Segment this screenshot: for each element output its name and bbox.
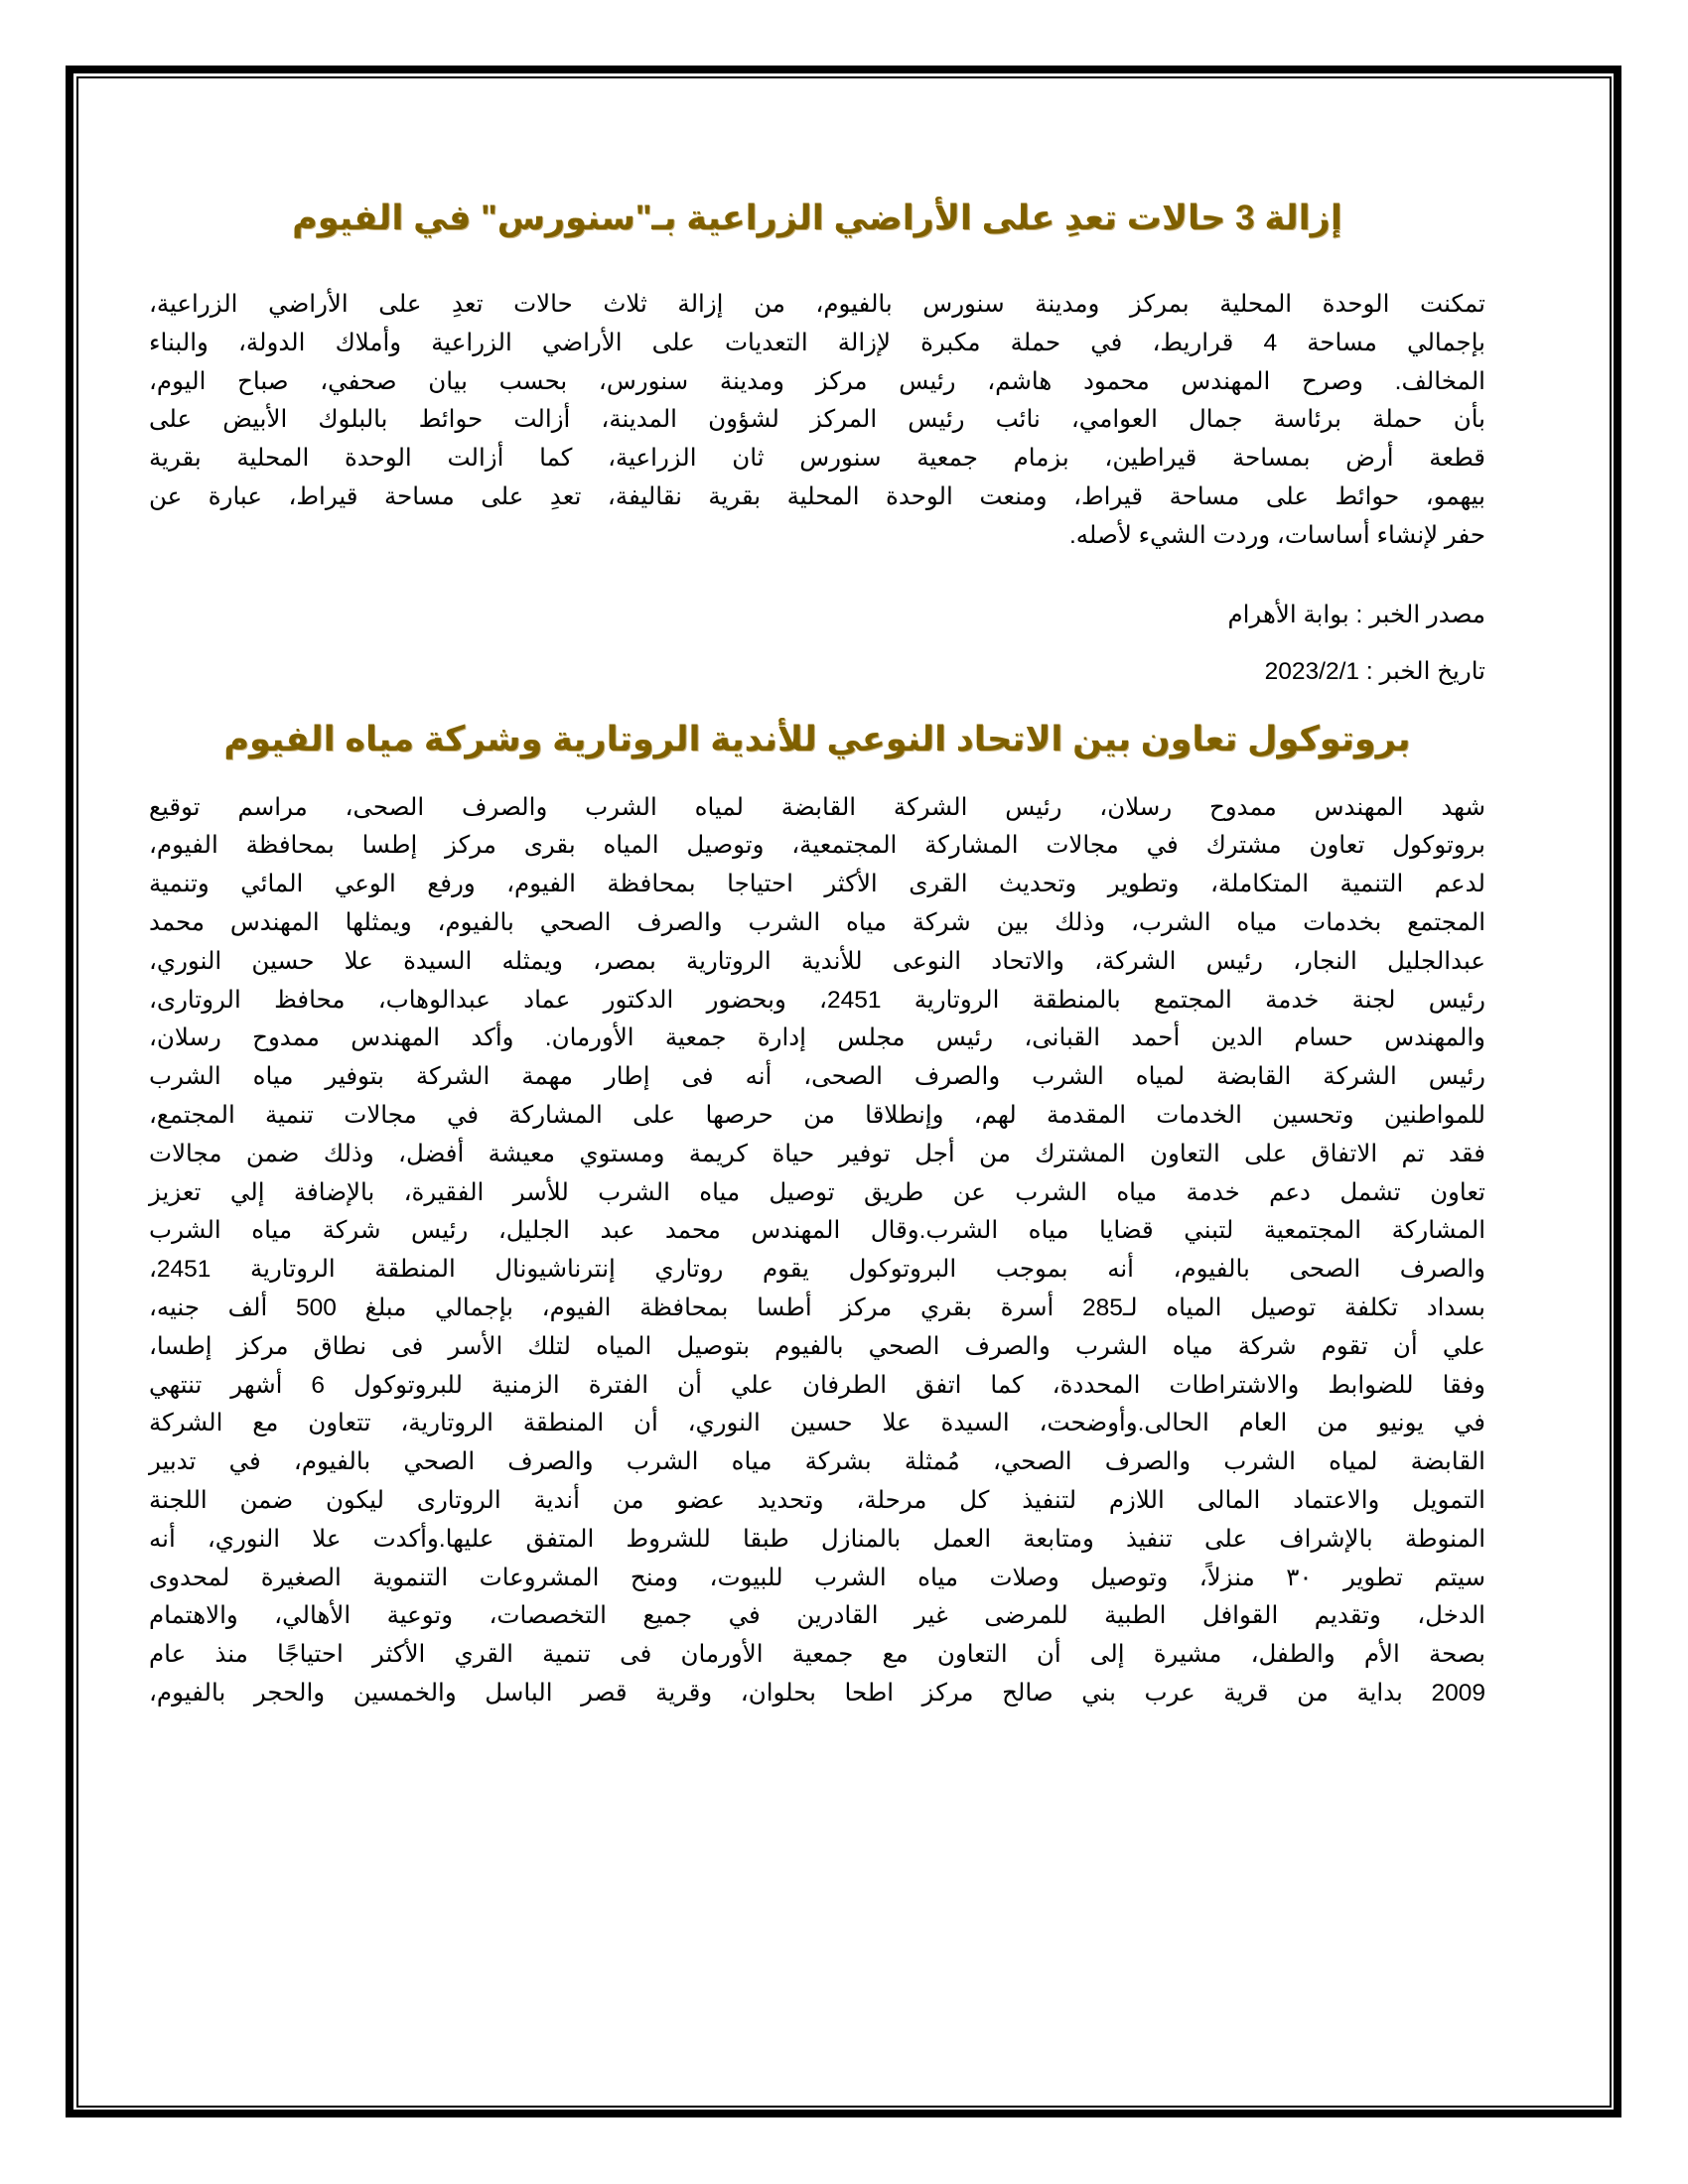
article-2-line: سيتم تطوير ٣٠ منزلاً، وتوصيل وصلات مياه الشرب للبيوت، ومنح المشروعات التنموية الصغيرة لمحدوى — [149, 1564, 1485, 1591]
article-1-line: حفر لإنشاء أساسات، وردت الشيء لأصله. — [1068, 521, 1485, 549]
article-1-line: تمكنت الوحدة المحلية بمركز ومدينة سنورس بالفيوم، من إزالة ثلاث حالات تعدِ على الأراضي الزراعية، — [149, 291, 1485, 318]
news-source-value: بوابة الأهرام — [1227, 601, 1349, 628]
article-2-line: في يونيو من العام الحالى.وأوضحت، السيدة علا حسين النوري، أن المنطقة الروتارية، تتعاون مع الشركة — [149, 1410, 1485, 1437]
article-1-line: قطعة أرض بمساحة قيراطين، بزمام جمعية سنورس ثان الزراعية، كما أزالت الوحدة المحلية بقرية — [149, 445, 1485, 473]
article-2-line: والمهندس حسام الدين أحمد القبانى، رئيس مجلس إدارة جمعية الأورمان. وأكد المهندس ممدوح رسلان، — [149, 1024, 1485, 1052]
article-2-line: شهد المهندس ممدوح رسلان، رئيس الشركة القابضة لمياه الشرب والصرف الصحى، مراسم توقيع — [149, 793, 1485, 821]
article-2-line: لدعم التنمية المتكاملة، وتطوير وتحديث القرى الأكثر احتياجا بمحافظة الفيوم، ورفع الوعي المائي وتنمية — [149, 871, 1485, 898]
article-2-line: تعاون تشمل دعم خدمة مياه الشرب عن طريق توصيل مياه الشرب للأسر الفقيرة، بالإضافة إلي تعزيز — [149, 1178, 1485, 1206]
article-2-line: فقد تم الاتفاق على التعاون المشترك من أجل توفير حياة كريمة ومستوي معيشة أفضل، وذلك ضمن مجالات — [149, 1140, 1485, 1167]
article-2-line: رئيس الشركة القابضة لمياه الشرب والصرف الصحى، أنه فى إطار مهمة الشركة بتوفير مياه الشرب — [149, 1063, 1485, 1091]
article-2-line: علي أن تقوم شركة مياه الشرب والصرف الصحي بالفيوم بتوصيل المياه لتلك الأسر فى نطاق مركز إطسا، — [149, 1332, 1485, 1360]
document-page — [149, 189, 1485, 1713]
article-1-title: إزالة 3 حالات تعدِ على الأراضي الزراعية بـ"سنورس" في الفيوم — [292, 199, 1342, 237]
article-2-line: وفقا للضوابط والاشتراطات المحددة، كما اتفق الطرفان علي أن الفترة الزمنية للبروتوكول 6 أشهر تنتهي — [149, 1371, 1485, 1399]
article-2-line: عبدالجليل النجار، رئيس الشركة، والاتحاد النوعى للأندية الروتارية بمصر، ويمثله السيدة علا حسين النوري، — [149, 947, 1485, 975]
article-2-line: المنوطة بالإشراف على تنفيذ ومتابعة العمل بالمنازل طبقا للشروط المتفق عليها.وأكدت علا النوري، أنه — [149, 1525, 1485, 1553]
article-1-line: بيهمو، حوائط على مساحة قيراط، ومنعت الوحدة المحلية بقرية نقاليفة، تعدِ على مساحة قيراط، عبارة عن — [149, 482, 1485, 510]
article-2-line: بصحة الأم والطفل، مشيرة إلى أن التعاون مع جمعية الأورمان فى تنمية القري الأكثر احتياجًا منذ عام — [149, 1641, 1485, 1669]
article-2-body — [149, 789, 1485, 1713]
article-2-line: للمواطنين وتحسين الخدمات المقدمة لهم، وإنطلاقا من حرصها على المشاركة في مجالات تنمية المجتمع، — [149, 1101, 1485, 1129]
article-2-line: الدخل، وتقديم القوافل الطبية للمرضى غير القادرين في جميع التخصصات، وتوعية الأهالي، والاهتمام — [149, 1602, 1485, 1630]
article-1-line: بأن حملة برئاسة جمال العوامي، نائب رئيس المركز لشؤون المدينة، أزالت حوائط بالبلوك الأبيض على — [149, 406, 1485, 434]
news-date — [149, 652, 1485, 692]
article-2-line: رئيس لجنة خدمة المجتمع بالمنطقة الروتارية 2451، وبحضور الدكتور عماد عبدالوهاب، محافظ الروتارى، — [149, 986, 1485, 1014]
article-2-title: بروتوكول تعاون بين الاتحاد النوعي للأندية الروتارية وشركة مياه الفيوم — [223, 719, 1411, 758]
article-2-line: بسداد تكلفة توصيل المياه لـ285 أسرة بقري مركز أطسا بمحافظة الفيوم، بإجمالي مبلغ 500 ألف جنيه، — [149, 1294, 1485, 1321]
article-1-line: بإجمالي مساحة 4 قراريط، في حملة مكبرة لإزالة التعديات على الأراضي الزراعية وأملاك الدولة، والبناء — [149, 329, 1485, 356]
article-1-body — [149, 286, 1485, 556]
article-2-line: المجتمع بخدمات مياه الشرب، وذلك بين شركة مياه الشرب والصرف الصحي بالفيوم، ويمثلها المهندس محمد — [149, 908, 1485, 936]
news-source-label: مصدر الخبر : — [1355, 601, 1485, 628]
article-1-line: المخالف. وصرح المهندس محمود هاشم، رئيس مركز ومدينة سنورس، بحسب بيان صحفي، صباح اليوم، — [149, 367, 1485, 395]
article-2-line: والصرف الصحى بالفيوم، أنه بموجب البروتوكول يقوم روتاري إنترناشيونال المنطقة الروتارية 2451، — [149, 1256, 1485, 1284]
news-source — [149, 596, 1485, 635]
news-date-value: 2023/2/1 — [1264, 657, 1360, 685]
article-2-line: القابضة لمياه الشرب والصرف الصحي، مُمثلة بشركة مياه الشرب والصرف الصحي بالفيوم، في تدبير — [149, 1448, 1485, 1476]
article-2-line: المشاركة المجتمعية لتبني قضايا مياه الشرب.وقال المهندس محمد عبد الجليل، رئيس شركة مياه الشرب — [149, 1217, 1485, 1245]
article-2-line: بروتوكول تعاون مشترك في مجالات المشاركة المجتمعية، وتوصيل المياه بقرى مركز إطسا بمحافظة الفيوم، — [149, 832, 1485, 860]
article-2-line: التمويل والاعتماد المالى اللازم لتنفيذ كل مرحلة، وتحديد عضو من أندية الروتارى ليكون ضمن اللجنة — [149, 1486, 1485, 1514]
news-date-label: تاريخ الخبر : — [1365, 657, 1485, 685]
article-2-line: 2009 بداية من قرية عرب بني صالح مركز اطحا بحلوان، وقرية قصر الباسل والخمسين والحجر بالفيوم، — [149, 1679, 1485, 1706]
